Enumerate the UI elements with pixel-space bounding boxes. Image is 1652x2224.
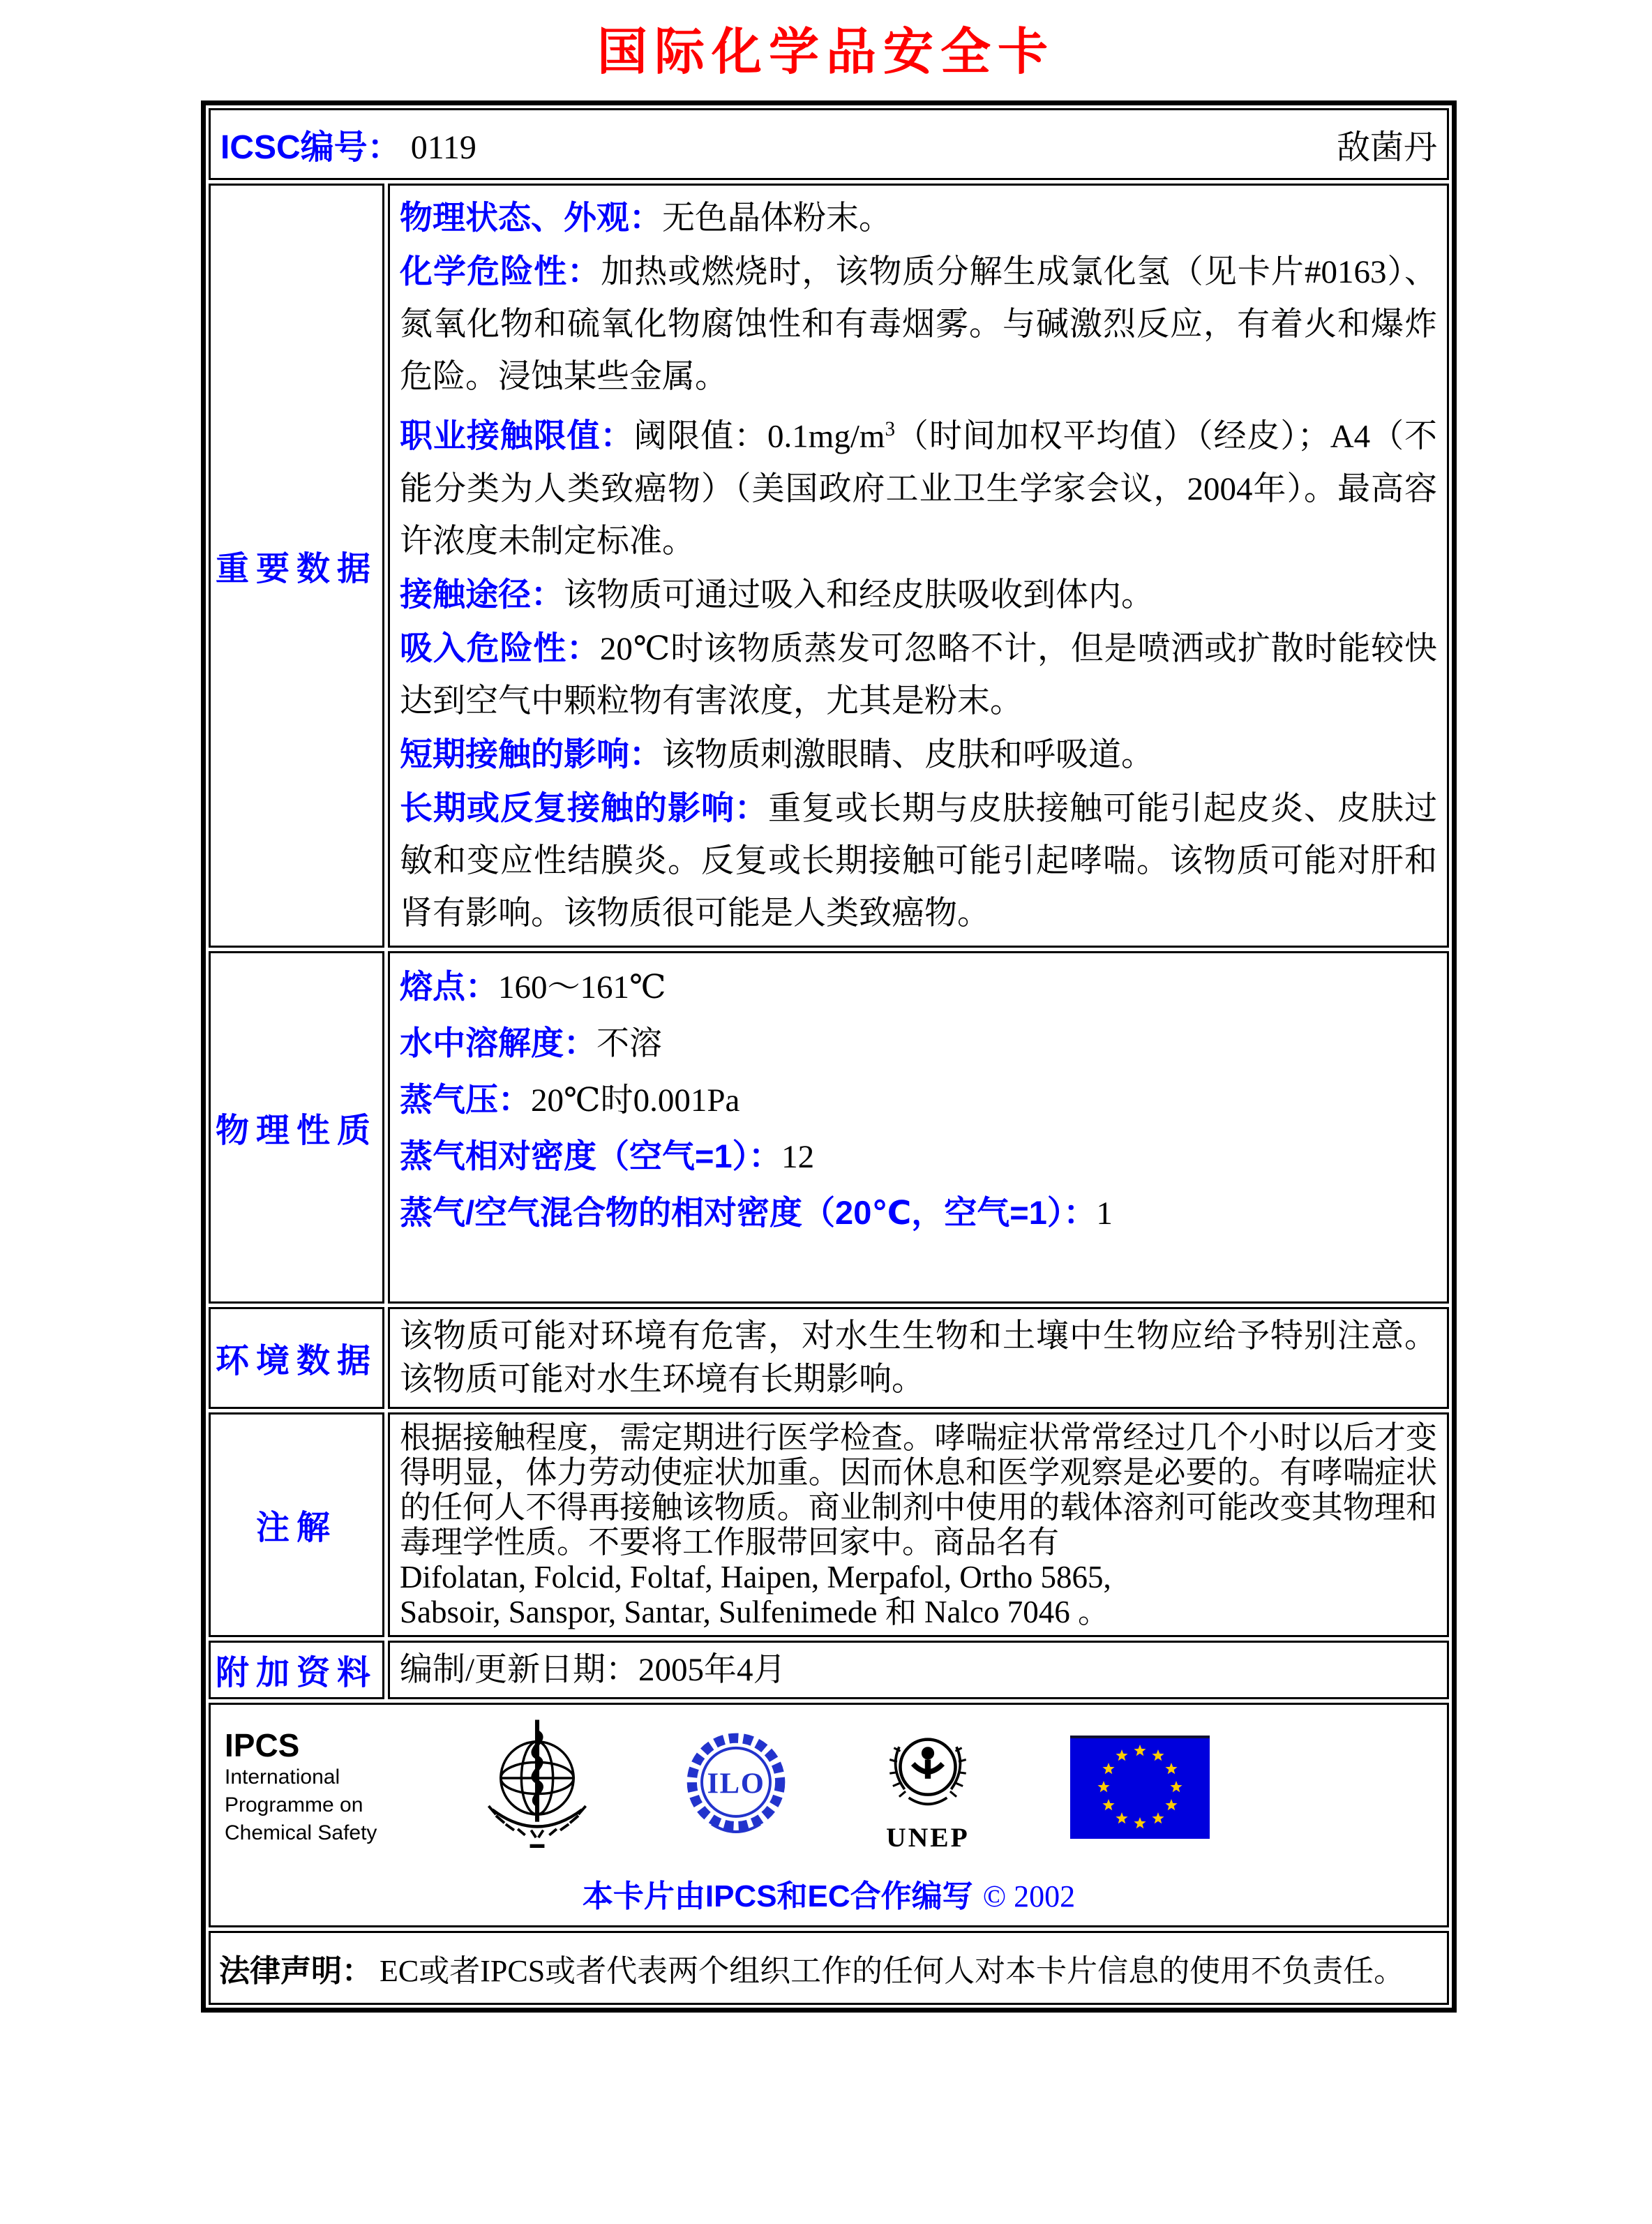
section-content <box>388 1307 1449 1409</box>
icsc-card <box>201 100 1457 2013</box>
icsc-number-label: ICSC编号： <box>220 129 401 166</box>
ipcs-line: Programme on <box>225 1793 363 1816</box>
paragraph <box>400 1595 1437 1629</box>
paragraph <box>400 245 1437 403</box>
field-text: 加热或燃烧时，该物质分解生成氯化氢（见卡片#0163）、氮氧化物和硫氧化物腐蚀性和有毒烟雾。与碱激烈反应，有着火和爆炸危险。浸蚀某些金属。 <box>400 254 1438 395</box>
ipcs-line: Chemical Safety <box>225 1821 377 1844</box>
page-title: 国际化学品安全卡 <box>596 24 1055 80</box>
paragraph <box>400 1185 1437 1241</box>
logos-row <box>209 1703 1449 1927</box>
section-label-cell <box>209 1412 384 1637</box>
ipcs-line: International <box>225 1765 340 1789</box>
field-label: 物理状态、外观： <box>400 199 662 236</box>
field-label: 接触途径： <box>400 575 564 613</box>
ilo-logo <box>681 1729 791 1845</box>
eu-flag <box>1070 1736 1210 1839</box>
field-text: 该物质可通过吸入和经皮肤吸收到体内。 <box>564 576 1154 613</box>
section-label: 注解 <box>255 1509 337 1547</box>
section-content <box>388 1412 1449 1637</box>
legal-label: 法律声明： <box>219 1953 373 1988</box>
paragraph <box>400 403 1437 568</box>
paragraph <box>400 1072 1437 1128</box>
who-logo <box>476 1717 599 1857</box>
credit-text: 本卡片由IPCS和EC合作编写 <box>582 1879 973 1913</box>
section-label: 物理性质 <box>215 1112 377 1149</box>
field-text: 该物质刺激眼睛、皮肤和呼吸道。 <box>662 736 1154 773</box>
section-label: 附加资料 <box>215 1655 377 1692</box>
paragraph <box>400 1015 1437 1072</box>
field-text: 重复或长期与皮肤接触可能引起皮炎、皮肤过敏和变应性结膜炎。反复或长期接触可能引起哮喘。该物质可能对肝和肾有影响。该物质很可能是人类致癌物。 <box>400 790 1437 932</box>
paragraph <box>400 1128 1437 1185</box>
section-important-data <box>209 184 1449 948</box>
section-content <box>388 1641 1449 1699</box>
paragraph <box>400 191 1437 245</box>
section-label-cell <box>209 1307 384 1409</box>
section-notes <box>209 1412 1449 1637</box>
field-label: 职业接触限值： <box>400 417 634 454</box>
copyright-text: © 2002 <box>982 1879 1076 1913</box>
field-label: 短期接触的影响： <box>400 735 662 773</box>
field-text: 该物质可能对环境有危害，对水生生物和土壤中生物应给予特别注意。该物质可能对水生环境有长期影响。 <box>400 1318 1437 1398</box>
paragraph <box>400 1560 1437 1595</box>
ilo-letters: ILO <box>707 1767 765 1800</box>
field-label: 蒸气压： <box>400 1080 531 1118</box>
field-label: 蒸气相对密度（空气=1）： <box>400 1137 782 1174</box>
field-label: 长期或反复接触的影响： <box>400 789 768 826</box>
field-text: 1 <box>1096 1195 1113 1232</box>
section-label: 重要数据 <box>215 550 377 588</box>
section-content <box>388 951 1449 1304</box>
field-text: 根据接触程度，需定期进行医学检查。哮喘症状常常经过几个小时以后才变得明显，体力劳动使症状加重。因而休息和医学观察是必要的。有哮喘症状的任何人不得再接触该物质。商业制剂中使用的载体溶剂可能改变其物理和毒理学性质。不要将工作服带回家中。商品名有 <box>400 1419 1437 1560</box>
section-label-cell <box>209 1641 384 1699</box>
section-additional-info <box>209 1641 1449 1699</box>
section-label: 环境数据 <box>215 1343 377 1380</box>
paragraph <box>400 728 1437 782</box>
logos-line <box>211 1717 1447 1857</box>
icsc-header-row <box>209 108 1449 180</box>
field-label: 水中溶解度： <box>400 1024 596 1061</box>
credit-line <box>211 1871 1447 1916</box>
field-text: （时间加权平均值）（经皮）；A4（不能分类为人类致癌物）（美国政府工业卫生学家会议，2004年）。最高容许浓度未制定标准。 <box>400 418 1437 560</box>
ipcs-acronym: IPCS <box>225 1726 300 1763</box>
paragraph <box>400 622 1437 728</box>
unep-letters: UNEP <box>886 1821 970 1853</box>
field-text: 12 <box>781 1138 815 1175</box>
section-content <box>388 184 1449 948</box>
chemical-name: 敌菌丹 <box>1336 129 1437 166</box>
section-label-cell <box>209 951 384 1304</box>
icsc-header-cell <box>209 108 1449 180</box>
icsc-number-value: 0119 <box>410 129 476 166</box>
paragraph <box>400 1315 1437 1401</box>
paragraph <box>400 782 1437 940</box>
section-environmental-data <box>209 1307 1449 1409</box>
field-text: Difolatan, Folcid, Foltaf, Haipen, Merpafol, Ortho 5865, <box>400 1559 1111 1595</box>
paragraph <box>400 568 1437 622</box>
superscript: 3 <box>885 418 895 440</box>
legal-row <box>209 1931 1449 2005</box>
icsc-number-group <box>220 120 476 168</box>
field-label: 吸入危险性： <box>400 629 600 666</box>
legal-text: EC或者IPCS或者代表两个组织工作的任何人对本卡片信息的使用不负责任。 <box>380 1953 1405 1988</box>
legal-cell <box>209 1931 1449 2005</box>
field-text: 编制/更新日期：2005年4月 <box>400 1651 786 1688</box>
section-label-cell <box>209 184 384 948</box>
field-text: 20℃时该物质蒸发可忽略不计，但是喷洒或扩散时能较快达到空气中颗粒物有害浓度，尤其是粉末。 <box>400 630 1438 719</box>
field-text: 不溶 <box>596 1025 662 1062</box>
unep-logo <box>875 1719 981 1856</box>
field-label: 化学危险性： <box>400 253 601 290</box>
paragraph <box>400 1648 1437 1692</box>
paragraph <box>400 959 1437 1015</box>
field-text: Sabsoir, Sanspor, Santar, Sulfenimede 和 Nalco 7046 。 <box>400 1594 1109 1629</box>
field-label: 熔点： <box>400 967 498 1005</box>
paragraph <box>400 1420 1437 1560</box>
ipcs-text-block <box>225 1727 434 1847</box>
field-text: 160～161℃ <box>498 969 666 1006</box>
section-physical-properties <box>209 951 1449 1304</box>
field-text: 阈限值：0.1mg/m <box>633 418 885 455</box>
logos-cell <box>209 1703 1449 1927</box>
field-label: 蒸气/空气混合物的相对密度（20℃，空气=1）： <box>400 1193 1097 1231</box>
field-text: 20℃时0.001Pa <box>531 1082 740 1119</box>
field-text: 无色晶体粉末。 <box>662 200 892 237</box>
